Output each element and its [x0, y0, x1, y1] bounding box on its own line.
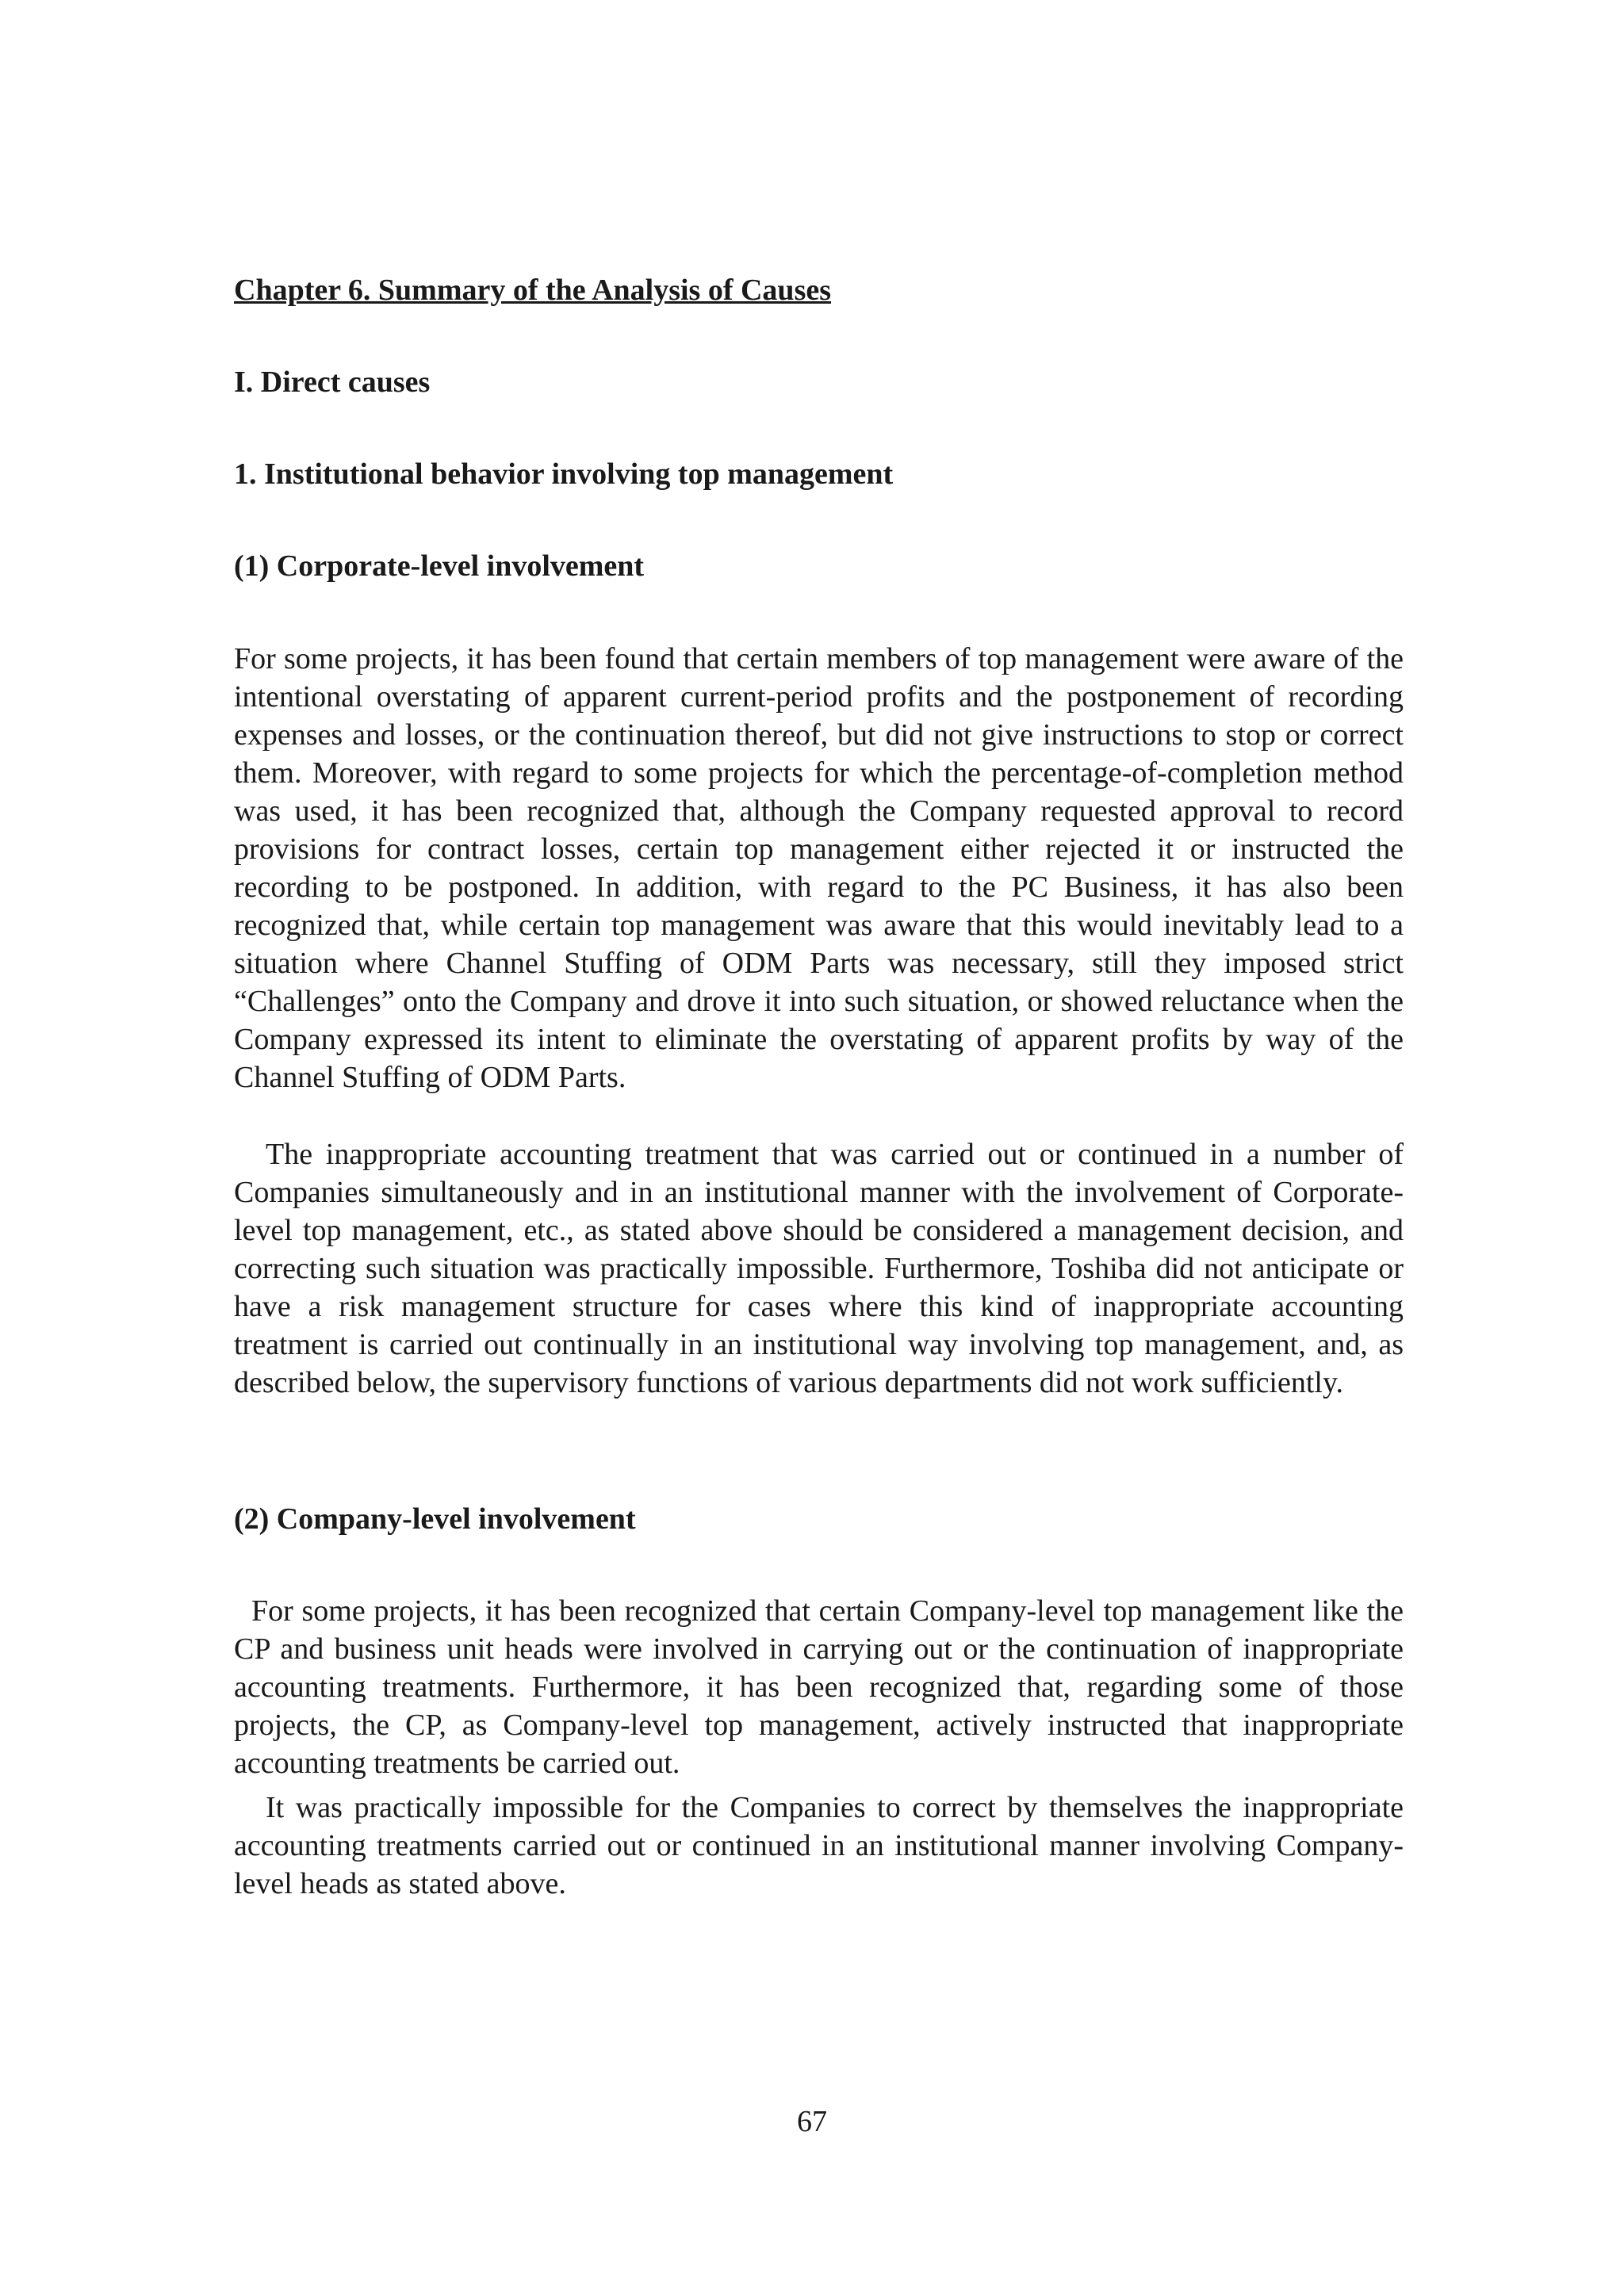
section-heading: I. Direct causes — [234, 365, 431, 399]
chapter-title: Chapter 6. Summary of the Analysis of Causes — [234, 274, 832, 307]
item2-paragraph1: For some projects, it has been recognized that certain Company-level top management like the CP and business unit heads were involved in carrying out or the continuation of inappropriate accounting treatments. Furthermore, it has been recognized that, regarding some of those projects, the CP, as Company-level top management, actively instructed that inappropriate accounting treatments be carried out. — [234, 1594, 1404, 1780]
item1-paragraph2: The inappropriate accounting treatment that was carried out or continued in a number of Companies simultaneously and in an institutional manner with the involvement of Corporate-level top management, etc., as stated above should be considered a management decision, and correcting such situation was practically impossible. Furthermore, Toshiba did not anticipate or have a risk management structure for cases where this kind of inappropriate accounting treatment is carried out continually in an institutional way involving top management, and, as described below, the supervisory functions of various departments did not work sufficiently. — [234, 1138, 1404, 1399]
subsection-heading: 1. Institutional behavior involving top management — [234, 457, 894, 491]
item1-paragraph1: For some projects, it has been found that certain members of top management were aware of the intentional overstating of apparent current-period profits and the postponement of recording expenses and losses, or the continuation thereof, but did not give instructions to stop or correct them. Moreover, with regard to some projects for which the percentage-of-completion method was used, it has been recognized that, although the Company requested approval to record provisions for contract losses, certain top management either rejected it or instructed the recording to be postponed. In addition, with regard to the PC Business, it has also been recognized that, while certain top management was aware that this would inevitably lead to a situation where Channel Stuffing of ODM Parts was necessary, still they imposed strict “Challenges” onto the Company and drove it into such situation, or showed reluctance when the Company expressed its intent to eliminate the overstating of apparent profits by way of the Channel Stuffing of ODM Parts. — [234, 642, 1404, 1094]
page-number: 67 — [797, 2105, 827, 2138]
item1-heading: (1) Corporate-level involvement — [234, 549, 645, 583]
item2-paragraph2: It was practically impossible for the Companies to correct by themselves the inappropriate accounting treatments carried out or continued in an institutional manner involving Company-level heads as stated above. — [234, 1791, 1404, 1900]
item2-heading: (2) Company-level involvement — [234, 1502, 636, 1536]
